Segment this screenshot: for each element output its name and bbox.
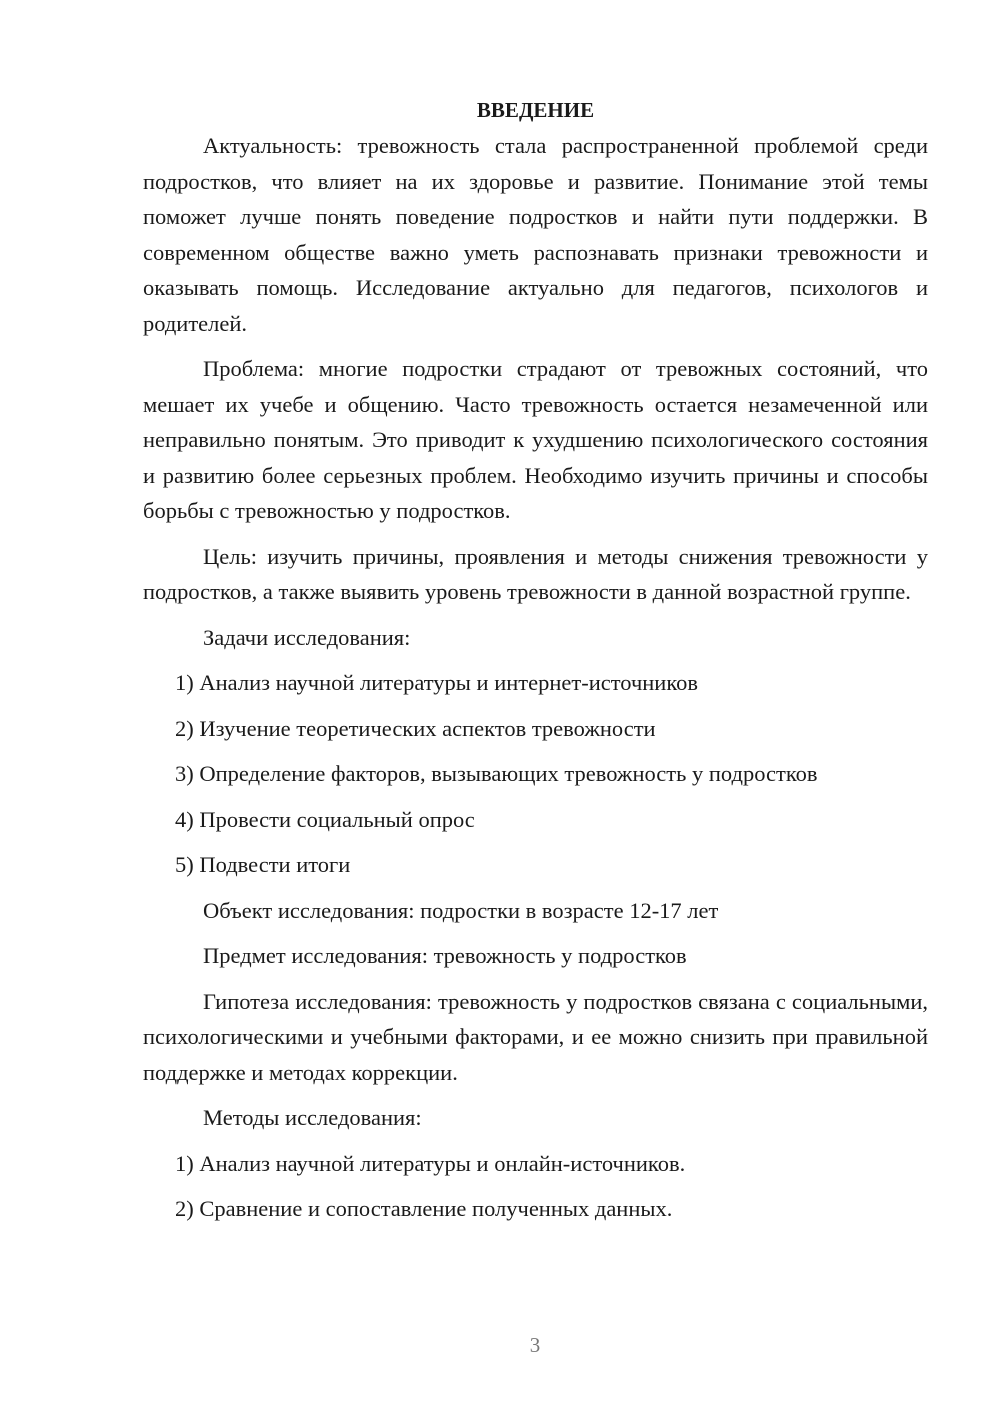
method-item-1: 1) Анализ научной литературы и онлайн-источников. [175,1150,686,1176]
object-line: Объект исследования: подростки в возрасте 12-17 лет [203,897,719,923]
method-item-2: 2) Сравнение и сопоставление полученных данных. [175,1196,673,1221]
task-item-4: 4) Провести социальный опрос [175,806,475,832]
relevance-paragraph: Актуальность: тревожность стала распространенной проблемой среди подростков, что влияет на их здоровье и развитие. Понимание этой темы поможет лучше понять поведение подростков и найти пути поддержки. В современном обществе важно уметь распознавать признаки тревожности и оказывать помощь. Исследование актуально для педагогов, психологов и родителей. [143,133,928,336]
problem-paragraph: Проблема: многие подростки страдают от тревожных состояний, что мешает их учебе и общению. Часто тревожность остается незамеченной или неправильно понятым. Это приводит к ухудшению психологического состояния и развитию более серьезных проблем. Необходимо изучить причины и способы борьбы с тревожностью у подростков. [143,356,928,523]
document-page [143,92,928,1227]
task-item-5: 5) Подвести итоги [175,852,351,877]
hypothesis-paragraph: Гипотеза исследования: тревожность у подростков связана с социальными, психологическими и учебными факторами, и ее можно снизить при правильной поддержке и методах коррекции. [143,988,928,1085]
goal-paragraph: Цель: изучить причины, проявления и методы снижения тревожности у подростков, а также выявить уровень тревожности в данной возрастной группе. [143,543,928,604]
subject-line: Предмет исследования: тревожность у подростков [203,943,687,968]
task-item-1: 1) Анализ научной литературы и интернет-источников [175,670,699,695]
tasks-heading: Задачи исследования: [203,624,411,650]
page-number: 3 [529,1333,541,1357]
task-item-2: 2) Изучение теоретических аспектов тревожности [175,715,656,741]
section-title: ВВЕДЕНИЕ [476,98,595,122]
task-item-3: 3) Определение факторов, вызывающих тревожность у подростков [175,761,818,786]
methods-heading: Методы исследования: [203,1105,422,1130]
